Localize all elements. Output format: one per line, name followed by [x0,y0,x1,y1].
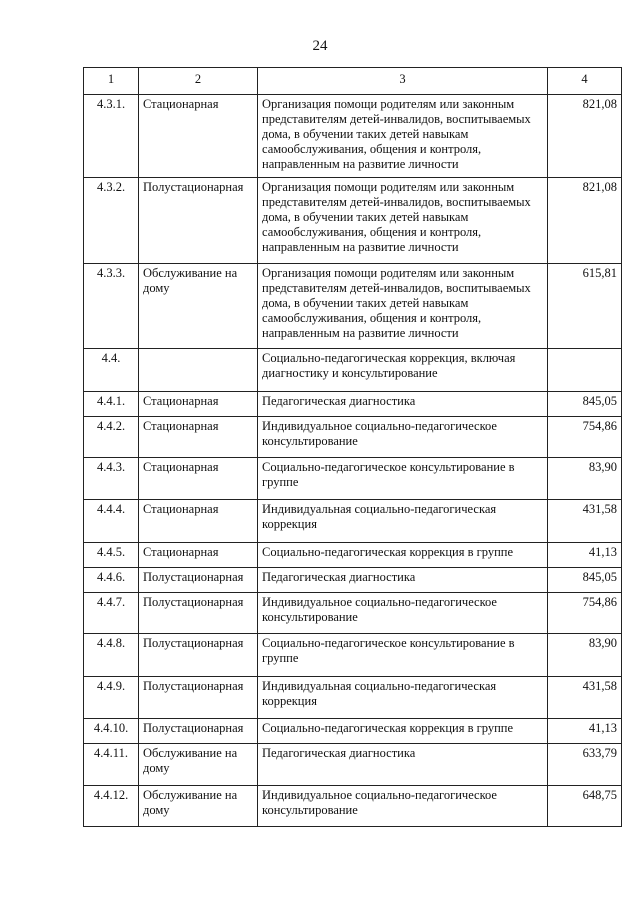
header-col-2: 2 [139,68,258,95]
row-value: 754,86 [548,417,622,458]
table-row [84,178,622,264]
row-value: 821,08 [548,178,622,264]
row-number: 4.4.1. [84,392,139,417]
row-form: Полустационарная [139,568,258,593]
row-service: Социально-педагогическая коррекция, включая диагностику и консультирование [258,349,548,392]
row-number: 4.4.7. [84,593,139,634]
row-number: 4.3.3. [84,264,139,349]
table-row [84,95,622,178]
row-service: Социально-педагогическое консультирование в группе [258,634,548,677]
row-form: Стационарная [139,543,258,568]
table-row [84,500,622,543]
row-value: 83,90 [548,634,622,677]
row-form: Стационарная [139,417,258,458]
row-value: 633,79 [548,744,622,786]
row-value: 845,05 [548,568,622,593]
table-row [84,634,622,677]
table-row [84,568,622,593]
row-number: 4.4.4. [84,500,139,543]
row-service: Социально-педагогическая коррекция в группе [258,543,548,568]
tariff-table [83,67,622,827]
row-form: Полустационарная [139,634,258,677]
row-value: 821,08 [548,95,622,178]
row-number: 4.4.8. [84,634,139,677]
row-service: Индивидуальная социально-педагогическая коррекция [258,500,548,543]
row-form: Стационарная [139,392,258,417]
row-form: Обслуживание на дому [139,744,258,786]
row-number: 4.4.12. [84,786,139,827]
table-row [84,786,622,827]
row-form [139,349,258,392]
table-row [84,458,622,500]
row-service: Индивидуальное социально-педагогическое консультирование [258,417,548,458]
row-number: 4.4.6. [84,568,139,593]
row-number: 4.4.5. [84,543,139,568]
row-number: 4.4.2. [84,417,139,458]
row-form: Полустационарная [139,719,258,744]
row-service: Педагогическая диагностика [258,568,548,593]
row-service: Социально-педагогическая коррекция в группе [258,719,548,744]
row-number: 4.4.10. [84,719,139,744]
row-value: 648,75 [548,786,622,827]
row-form: Стационарная [139,95,258,178]
table-row [84,593,622,634]
row-number: 4.4.11. [84,744,139,786]
row-form: Полустационарная [139,593,258,634]
row-service: Социально-педагогическое консультирование в группе [258,458,548,500]
row-value: 83,90 [548,458,622,500]
row-form: Стационарная [139,458,258,500]
row-form: Полустационарная [139,677,258,719]
table-row [84,392,622,417]
row-number: 4.3.2. [84,178,139,264]
row-service: Индивидуальная социально-педагогическая коррекция [258,677,548,719]
row-value: 615,81 [548,264,622,349]
table-row [84,719,622,744]
row-service: Организация помощи родителям или законным представителям детей-инвалидов, воспитываемых дома, в обучении таких детей навыкам самообслуживания, общения и контроля, направленным на развитие личности [258,264,548,349]
row-service: Организация помощи родителям или законным представителям детей-инвалидов, воспитываемых дома, в обучении таких детей навыкам самообслуживания, общения и контроля, направленным на развитие личности [258,178,548,264]
header-col-4: 4 [548,68,622,95]
row-value: 431,58 [548,677,622,719]
table-row [84,264,622,349]
table-row [84,677,622,719]
table-row [84,349,622,392]
row-number: 4.3.1. [84,95,139,178]
row-value: 41,13 [548,543,622,568]
row-value: 754,86 [548,593,622,634]
row-form: Полустационарная [139,178,258,264]
row-service: Организация помощи родителям или законным представителям детей-инвалидов, воспитываемых дома, в обучении таких детей навыкам самообслуживания, общения и контроля, направленным на развитие личности [258,95,548,178]
row-value: 431,58 [548,500,622,543]
row-value [548,349,622,392]
row-form: Стационарная [139,500,258,543]
header-col-1: 1 [84,68,139,95]
row-value: 845,05 [548,392,622,417]
row-number: 4.4.9. [84,677,139,719]
table-row [84,543,622,568]
table-row [84,417,622,458]
row-service: Индивидуальное социально-педагогическое консультирование [258,593,548,634]
row-form: Обслуживание на дому [139,264,258,349]
row-value: 41,13 [548,719,622,744]
table-row [84,744,622,786]
row-service: Индивидуальное социально-педагогическое консультирование [258,786,548,827]
row-number: 4.4.3. [84,458,139,500]
table-header-row [84,68,622,95]
page-number: 24 [312,38,328,54]
header-col-3: 3 [258,68,548,95]
row-number: 4.4. [84,349,139,392]
row-service: Педагогическая диагностика [258,392,548,417]
row-service: Педагогическая диагностика [258,744,548,786]
row-form: Обслуживание на дому [139,786,258,827]
